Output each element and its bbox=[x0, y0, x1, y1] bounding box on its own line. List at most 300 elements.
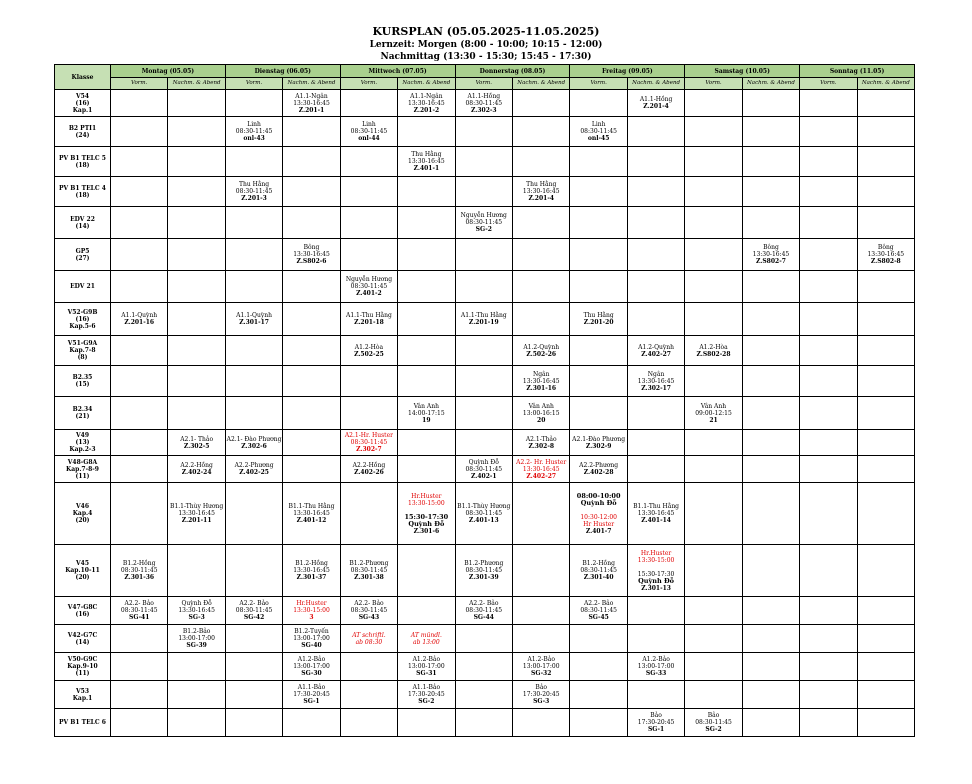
schedule-cell bbox=[800, 303, 857, 336]
class-label-line: Kap.4 bbox=[72, 510, 93, 517]
schedule-cell bbox=[455, 239, 512, 271]
cell-text: Quỳnh Đỗ bbox=[181, 600, 212, 607]
cell-text: 13:30-15:00 bbox=[293, 607, 330, 614]
schedule-cell bbox=[168, 366, 225, 397]
schedule-cell bbox=[742, 625, 799, 653]
class-label-line: Kap.9-10 bbox=[67, 663, 98, 670]
schedule-cell bbox=[455, 545, 512, 597]
class-label-line: (11) bbox=[75, 670, 90, 677]
cell-text: 08:30-11:45 bbox=[235, 188, 273, 195]
cell-text: Linh bbox=[247, 121, 261, 128]
schedule-cell bbox=[111, 271, 168, 303]
schedule-cell bbox=[742, 653, 799, 681]
schedule-cell bbox=[570, 90, 627, 117]
schedule-cell bbox=[800, 177, 857, 207]
schedule-cell bbox=[455, 90, 512, 117]
schedule-cell bbox=[340, 483, 397, 545]
schedule-cell bbox=[111, 117, 168, 147]
schedule-cell bbox=[283, 271, 340, 303]
schedule-cell bbox=[857, 653, 914, 681]
schedule-row bbox=[55, 207, 915, 239]
schedule-cell bbox=[513, 483, 570, 545]
cell-text: 13:30-16:45 bbox=[522, 465, 560, 473]
schedule-cell bbox=[283, 545, 340, 597]
schedule-cell bbox=[283, 430, 340, 456]
cell-text: onl-45 bbox=[587, 135, 610, 142]
schedule-cell bbox=[800, 597, 857, 625]
cell-text: A1.1-Hồng bbox=[639, 96, 673, 103]
schedule-cell bbox=[627, 177, 684, 207]
cell-text: Z.S802-8 bbox=[870, 258, 901, 265]
schedule-cell bbox=[570, 456, 627, 483]
class-label-line: (27) bbox=[75, 254, 90, 262]
cell-text: 14:00-17:15 bbox=[408, 409, 445, 417]
schedule-cell bbox=[685, 336, 742, 366]
schedule-cell bbox=[455, 709, 512, 737]
cell-text: 08:30-11:45 bbox=[235, 128, 273, 135]
cell-text: Ngân bbox=[532, 370, 550, 378]
schedule-cell bbox=[225, 709, 282, 737]
schedule-cell bbox=[570, 239, 627, 271]
cell-text: A1.2-Quỳnh bbox=[638, 343, 674, 351]
schedule-cell bbox=[627, 397, 684, 430]
schedule-cell bbox=[570, 117, 627, 147]
schedule-cell bbox=[742, 271, 799, 303]
cell-text: 08:30-11:45 bbox=[120, 567, 158, 574]
schedule-cell bbox=[627, 653, 684, 681]
cell-text: Z.301-13 bbox=[641, 584, 671, 592]
schedule-cell bbox=[340, 366, 397, 397]
slot-header-afternoon: Nachm. & Abend bbox=[398, 78, 455, 90]
class-label-line: (16) bbox=[75, 610, 90, 618]
schedule-cell bbox=[685, 239, 742, 271]
schedule-cell bbox=[168, 271, 225, 303]
schedule-cell bbox=[283, 177, 340, 207]
schedule-cell bbox=[340, 597, 397, 625]
slot-header-morning: Vorm. bbox=[800, 78, 857, 90]
class-label-line: (20) bbox=[75, 517, 90, 524]
cell-text: Bông bbox=[303, 244, 320, 251]
cell-text: Z.302-9 bbox=[585, 442, 612, 450]
cell-text: 13:30-16:45 bbox=[867, 251, 905, 258]
class-label-line: Kap.5-6 bbox=[69, 322, 96, 330]
class-label-line: (24) bbox=[75, 131, 90, 139]
class-label-line: (18) bbox=[75, 161, 90, 169]
schedule-row bbox=[55, 709, 915, 737]
schedule-cell bbox=[398, 90, 455, 117]
cell-text: Z.301-37 bbox=[296, 574, 327, 581]
schedule-cell bbox=[225, 653, 282, 681]
class-label bbox=[55, 597, 111, 625]
schedule-cell bbox=[398, 456, 455, 483]
schedule-cell bbox=[340, 147, 397, 177]
class-label bbox=[55, 483, 111, 545]
schedule-cell bbox=[225, 239, 282, 271]
schedule-cell bbox=[857, 709, 914, 737]
cell-text: onl-43 bbox=[243, 135, 265, 142]
schedule-cell bbox=[283, 117, 340, 147]
schedule-cell bbox=[570, 303, 627, 336]
schedule-cell bbox=[111, 545, 168, 597]
class-label-line: B2.35 bbox=[72, 374, 93, 381]
class-label-line: EDV 22 bbox=[70, 215, 95, 223]
schedule-cell bbox=[857, 271, 914, 303]
cell-text: B1.1-Thùy Hương bbox=[170, 503, 224, 510]
class-label-line: Kap.7-8-9 bbox=[66, 465, 99, 473]
slot-header-morning: Vorm. bbox=[111, 78, 168, 90]
schedule-cell bbox=[111, 366, 168, 397]
schedule-cell bbox=[513, 397, 570, 430]
cell-text: Z.201-16 bbox=[124, 319, 155, 326]
schedule-cell bbox=[685, 271, 742, 303]
schedule-cell bbox=[225, 625, 282, 653]
cell-text: SG-39 bbox=[186, 642, 207, 649]
cell-text: Z.402-1 bbox=[471, 472, 497, 480]
schedule-cell bbox=[857, 336, 914, 366]
schedule-cell bbox=[455, 207, 512, 239]
schedule-cell bbox=[455, 147, 512, 177]
schedule-cell bbox=[627, 90, 684, 117]
cell-text: 13:30-16:45 bbox=[522, 377, 560, 385]
schedule-cell bbox=[742, 239, 799, 271]
schedule-cell bbox=[398, 681, 455, 709]
schedule-cell bbox=[800, 271, 857, 303]
schedule-cell bbox=[398, 625, 455, 653]
class-label bbox=[55, 681, 111, 709]
schedule-cell bbox=[800, 545, 857, 597]
cell-text: A1.1-Quỳnh bbox=[236, 312, 272, 319]
class-label-line: V45 bbox=[75, 560, 89, 567]
cell-text: SG-33 bbox=[645, 670, 667, 677]
schedule-cell bbox=[800, 625, 857, 653]
cell-text: Z.402-27 bbox=[641, 350, 671, 358]
cell-text: SG-2 bbox=[705, 726, 722, 733]
schedule-cell bbox=[627, 483, 684, 545]
cell-text: SG-3 bbox=[188, 614, 205, 621]
schedule-cell bbox=[627, 366, 684, 397]
schedule-cell bbox=[857, 177, 914, 207]
cell-text: AT mündl. bbox=[410, 631, 442, 639]
schedule-cell bbox=[570, 147, 627, 177]
class-label-line: (16) bbox=[75, 99, 90, 107]
schedule-cell bbox=[340, 625, 397, 653]
cell-text: A1.1-Ngân bbox=[410, 92, 443, 100]
cell-text: Z.401-2 bbox=[356, 290, 382, 297]
schedule-cell bbox=[398, 653, 455, 681]
schedule-cell bbox=[800, 117, 857, 147]
class-label-line: Kap.7-8 bbox=[69, 347, 96, 354]
class-label-line: B2.34 bbox=[72, 406, 93, 413]
cell-text: Linh bbox=[362, 121, 376, 128]
cell-text: 15:30-17:30 bbox=[637, 570, 675, 578]
class-label-line: V53 bbox=[75, 687, 89, 695]
schedule-cell bbox=[627, 430, 684, 456]
class-label-line: (18) bbox=[75, 191, 90, 199]
schedule-cell bbox=[570, 366, 627, 397]
schedule-cell bbox=[627, 271, 684, 303]
schedule-row bbox=[55, 430, 915, 456]
schedule-cell bbox=[513, 681, 570, 709]
schedule-cell bbox=[513, 597, 570, 625]
cell-text: Z.201-20 bbox=[583, 319, 614, 326]
cell-text: Bảo bbox=[535, 684, 548, 691]
cell-text: A2.2- Hr. Huster bbox=[516, 458, 567, 466]
cell-text: 13:00-17:00 bbox=[178, 635, 215, 642]
cell-text: SG-1 bbox=[303, 698, 320, 705]
schedule-cell bbox=[111, 90, 168, 117]
cell-text: SG-41 bbox=[129, 614, 150, 621]
cell-text: A2.2-Phương bbox=[579, 462, 619, 469]
schedule-row bbox=[55, 597, 915, 625]
schedule-cell bbox=[283, 681, 340, 709]
schedule-cell bbox=[685, 303, 742, 336]
cell-text: 08:00-10:00 bbox=[576, 491, 621, 500]
schedule-cell bbox=[340, 177, 397, 207]
schedule-cell bbox=[800, 653, 857, 681]
cell-text: 08:30-11:45 bbox=[465, 99, 503, 107]
cell-text: 08:30-11:45 bbox=[350, 607, 388, 614]
schedule-cell bbox=[111, 177, 168, 207]
schedule-cell bbox=[455, 681, 512, 709]
schedule-cell bbox=[742, 430, 799, 456]
class-label-line: Kap.10-11 bbox=[65, 567, 100, 574]
schedule-cell bbox=[455, 430, 512, 456]
schedule-cell bbox=[800, 456, 857, 483]
cell-text: 09:00-12:15 bbox=[695, 409, 732, 417]
cell-text: Quỳnh Đỗ bbox=[468, 458, 499, 466]
schedule-body bbox=[55, 90, 915, 737]
cell-text: Z.502-25 bbox=[354, 350, 384, 358]
schedule-cell bbox=[398, 483, 455, 545]
schedule-cell bbox=[283, 653, 340, 681]
schedule-cell bbox=[857, 456, 914, 483]
cell-text: Z.201-4 bbox=[528, 195, 554, 202]
schedule-cell bbox=[857, 397, 914, 430]
class-label bbox=[55, 90, 111, 117]
cell-text: A2.1- Thảo bbox=[180, 435, 214, 443]
class-label-line: (8) bbox=[77, 354, 88, 361]
schedule-cell bbox=[340, 303, 397, 336]
cell-text: A1.1-Thu Hằng bbox=[460, 312, 507, 319]
schedule-cell bbox=[111, 597, 168, 625]
day-header-friday: Freitag (09.05) bbox=[570, 65, 685, 78]
schedule-cell bbox=[455, 625, 512, 653]
schedule-cell bbox=[111, 303, 168, 336]
schedule-cell bbox=[570, 597, 627, 625]
schedule-cell bbox=[283, 709, 340, 737]
schedule-cell bbox=[111, 681, 168, 709]
cell-text: Hr Huster bbox=[583, 520, 615, 528]
schedule-cell bbox=[857, 239, 914, 271]
cell-text: A2.2-Hồng bbox=[352, 462, 386, 469]
cell-text: Z.402-26 bbox=[354, 469, 384, 476]
cell-text: A2.2- Bảo bbox=[354, 600, 384, 607]
study-time-morning: Lernzeit: Morgen (8:00 - 10:00; 10:15 - 12:00) bbox=[369, 40, 603, 50]
schedule-cell bbox=[168, 117, 225, 147]
schedule-cell bbox=[340, 336, 397, 366]
class-label-line: (16) bbox=[75, 315, 90, 323]
cell-text: Z.302-7 bbox=[356, 446, 382, 453]
schedule-cell bbox=[398, 430, 455, 456]
schedule-cell bbox=[627, 207, 684, 239]
cell-text: SG-43 bbox=[358, 614, 380, 621]
cell-text: 13:00-17:00 bbox=[637, 663, 675, 670]
cell-text: A1.2-Bảo bbox=[297, 656, 326, 663]
schedule-cell bbox=[111, 625, 168, 653]
cell-text: 13:30-15:00 bbox=[637, 556, 675, 564]
schedule-cell bbox=[111, 336, 168, 366]
cell-text: SG-44 bbox=[473, 614, 494, 621]
class-label-line: (13) bbox=[75, 439, 90, 446]
schedule-cell bbox=[455, 366, 512, 397]
cell-text: Z.402-28 bbox=[583, 469, 614, 476]
class-label-line: Kap.2-3 bbox=[69, 446, 96, 453]
schedule-cell bbox=[398, 117, 455, 147]
schedule-row bbox=[55, 456, 915, 483]
schedule-cell bbox=[570, 397, 627, 430]
schedule-cell bbox=[800, 681, 857, 709]
schedule-row bbox=[55, 366, 915, 397]
cell-text: SG-2 bbox=[418, 698, 435, 705]
cell-text: 13:00-17:00 bbox=[293, 663, 330, 670]
study-time-afternoon: Nachmittag (13:30 - 15:30; 15:45 - 17:30) bbox=[380, 52, 592, 62]
schedule-cell bbox=[513, 456, 570, 483]
schedule-cell bbox=[340, 90, 397, 117]
class-label-line: (14) bbox=[75, 638, 90, 646]
schedule-cell bbox=[800, 147, 857, 177]
cell-text: Thu Hằng bbox=[583, 312, 614, 319]
class-label-line: B2 PTI1 bbox=[68, 124, 97, 132]
cell-text: 13:00-17:00 bbox=[408, 663, 445, 670]
schedule-cell bbox=[627, 336, 684, 366]
cell-text: Z.302-3 bbox=[471, 106, 497, 114]
schedule-cell bbox=[225, 90, 282, 117]
slot-header-morning: Vorm. bbox=[340, 78, 397, 90]
schedule-row bbox=[55, 397, 915, 430]
class-label bbox=[55, 336, 111, 366]
cell-text: Z.302-8 bbox=[528, 442, 554, 450]
cell-text: Bảo bbox=[650, 712, 662, 719]
schedule-row bbox=[55, 653, 915, 681]
class-label-line: V46 bbox=[75, 503, 89, 510]
cell-text: SG-31 bbox=[416, 670, 437, 677]
schedule-cell bbox=[513, 625, 570, 653]
cell-text: A1.1-Quỳnh bbox=[121, 312, 158, 319]
cell-text bbox=[570, 507, 626, 514]
cell-text: 08:30-11:45 bbox=[350, 283, 388, 290]
cell-text: 13:30-16:45 bbox=[293, 567, 330, 574]
cell-text: 08:30-11:45 bbox=[350, 567, 388, 574]
schedule-cell bbox=[513, 430, 570, 456]
schedule-cell bbox=[168, 239, 225, 271]
schedule-cell bbox=[513, 709, 570, 737]
schedule-cell bbox=[627, 303, 684, 336]
cell-text: B1.2-Tuyến bbox=[294, 628, 329, 635]
schedule-cell bbox=[225, 597, 282, 625]
schedule-cell bbox=[455, 271, 512, 303]
cell-text: Z.301-6 bbox=[413, 527, 440, 535]
cell-text: A1.2-Hòa bbox=[699, 343, 728, 351]
schedule-cell bbox=[455, 597, 512, 625]
cell-text: 08:30-11:45 bbox=[465, 607, 503, 614]
cell-text: ab 08:30 bbox=[355, 638, 383, 646]
cell-text: Bảo bbox=[707, 712, 720, 719]
schedule-cell bbox=[685, 430, 742, 456]
cell-text: 13:30-16:45 bbox=[293, 99, 330, 107]
cell-text: 13:30-16:45 bbox=[408, 158, 445, 165]
cell-text: B1.2-Hồng bbox=[122, 560, 156, 567]
cell-text: Bông bbox=[877, 244, 894, 251]
cell-text: SG-45 bbox=[588, 614, 609, 621]
slot-header-afternoon: Nachm. & Abend bbox=[168, 78, 225, 90]
cell-text: SG-1 bbox=[647, 726, 665, 733]
schedule-cell bbox=[168, 336, 225, 366]
class-label-line: V49 bbox=[75, 432, 89, 439]
schedule-cell bbox=[570, 681, 627, 709]
schedule-cell bbox=[685, 90, 742, 117]
schedule-cell bbox=[627, 597, 684, 625]
schedule-row bbox=[55, 239, 915, 271]
schedule-cell bbox=[513, 117, 570, 147]
schedule-cell bbox=[742, 681, 799, 709]
schedule-cell bbox=[340, 681, 397, 709]
schedule-cell bbox=[340, 239, 397, 271]
cell-text: Thu Hằng bbox=[411, 151, 442, 158]
schedule-row bbox=[55, 545, 915, 597]
slot-header-morning: Vorm. bbox=[455, 78, 512, 90]
schedule-cell bbox=[742, 207, 799, 239]
schedule-cell bbox=[685, 653, 742, 681]
schedule-cell bbox=[685, 709, 742, 737]
cell-text: onl-44 bbox=[358, 135, 380, 142]
cell-text: A2.2- Bảo bbox=[583, 600, 614, 607]
klasse-header: Klasse bbox=[55, 65, 111, 90]
schedule-cell bbox=[627, 625, 684, 653]
class-label bbox=[55, 625, 111, 653]
cell-text: Z.201-1 bbox=[298, 106, 325, 114]
cell-text: 13:30-16:45 bbox=[637, 510, 675, 517]
class-label bbox=[55, 430, 111, 456]
schedule-cell bbox=[627, 545, 684, 597]
schedule-cell bbox=[800, 336, 857, 366]
class-label-line: Kap.1 bbox=[72, 106, 93, 114]
schedule-cell bbox=[800, 397, 857, 430]
schedule-cell bbox=[742, 597, 799, 625]
cell-text: Z.502-26 bbox=[526, 350, 557, 358]
schedule-cell bbox=[283, 483, 340, 545]
class-label bbox=[55, 303, 111, 336]
schedule-cell bbox=[225, 456, 282, 483]
schedule-cell bbox=[225, 545, 282, 597]
schedule-cell bbox=[111, 430, 168, 456]
schedule-cell bbox=[800, 709, 857, 737]
schedule-cell bbox=[627, 456, 684, 483]
cell-text: 13:30-16:45 bbox=[293, 510, 330, 517]
cell-text: A2.2-Hồng bbox=[180, 462, 213, 469]
schedule-cell bbox=[283, 336, 340, 366]
cell-text: B1.1-Thu Hằng bbox=[633, 503, 680, 510]
cell-text: Z.301-38 bbox=[354, 574, 384, 581]
cell-text: Z.S802-28 bbox=[696, 350, 731, 358]
cell-text: 17:30-20:45 bbox=[293, 691, 330, 698]
schedule-cell bbox=[340, 397, 397, 430]
schedule-cell bbox=[857, 303, 914, 336]
class-label bbox=[55, 207, 111, 239]
class-label-line: V54 bbox=[75, 92, 89, 100]
cell-text: A2.2- Bảo bbox=[469, 600, 499, 607]
schedule-cell bbox=[800, 239, 857, 271]
class-label bbox=[55, 456, 111, 483]
